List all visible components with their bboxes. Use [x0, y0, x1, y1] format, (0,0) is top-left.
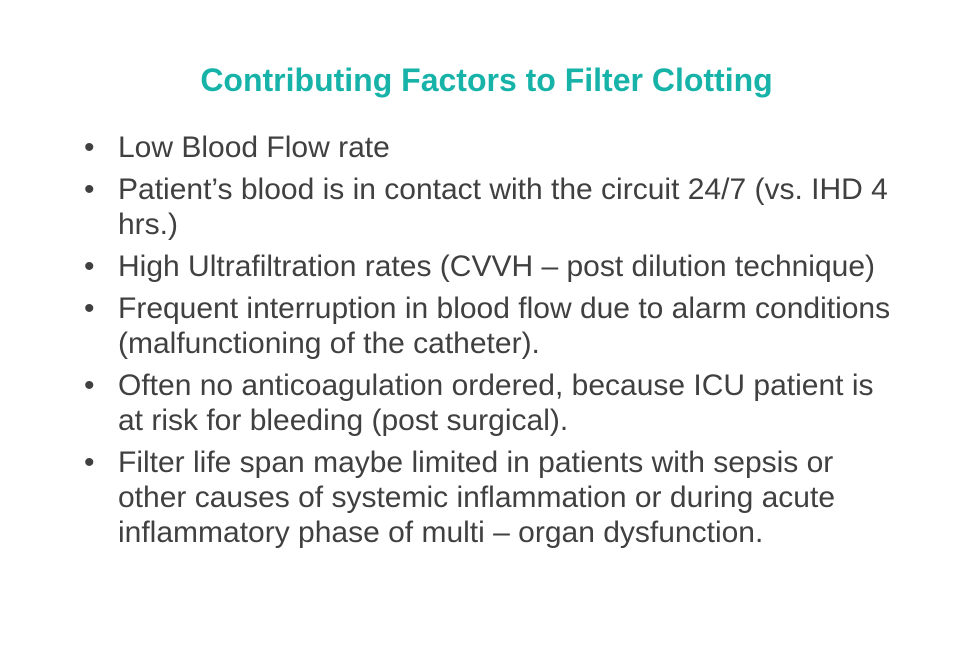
slide-title: Contributing Factors to Filter Clotting: [200, 62, 773, 98]
bullet-dot-icon: •: [84, 446, 95, 479]
bullet-dot-icon: •: [84, 369, 95, 402]
bullet-item: [84, 249, 894, 284]
bullet-dot-icon: •: [84, 250, 95, 283]
bullet-item: [84, 291, 894, 361]
bullet-list: [84, 130, 894, 557]
bullet-item: [84, 368, 894, 438]
bullet-text: Patient’s blood is in contact with the circuit 24/7 (vs. IHD 4 hrs.): [118, 173, 888, 241]
bullet-text: Low Blood Flow rate: [118, 131, 390, 164]
bullet-item: [84, 130, 894, 165]
bullet-dot-icon: •: [84, 173, 95, 206]
bullet-text: Filter life span maybe limited in patients with sepsis or other causes of systemic inflammation or during acute inflammatory phase of multi – organ dysfunction.: [118, 446, 835, 549]
bullet-text: Often no anticoagulation ordered, because ICU patient is at risk for bleeding (post surgical).: [118, 369, 874, 437]
bullet-dot-icon: •: [84, 131, 95, 164]
bullet-text: Frequent interruption in blood flow due to alarm conditions (malfunctioning of the catheter).: [118, 292, 891, 360]
bullet-text: High Ultrafiltration rates (CVVH – post dilution technique): [118, 250, 876, 283]
bullet-item: [84, 445, 894, 550]
bullet-dot-icon: •: [84, 292, 95, 325]
bullet-item: [84, 172, 894, 242]
